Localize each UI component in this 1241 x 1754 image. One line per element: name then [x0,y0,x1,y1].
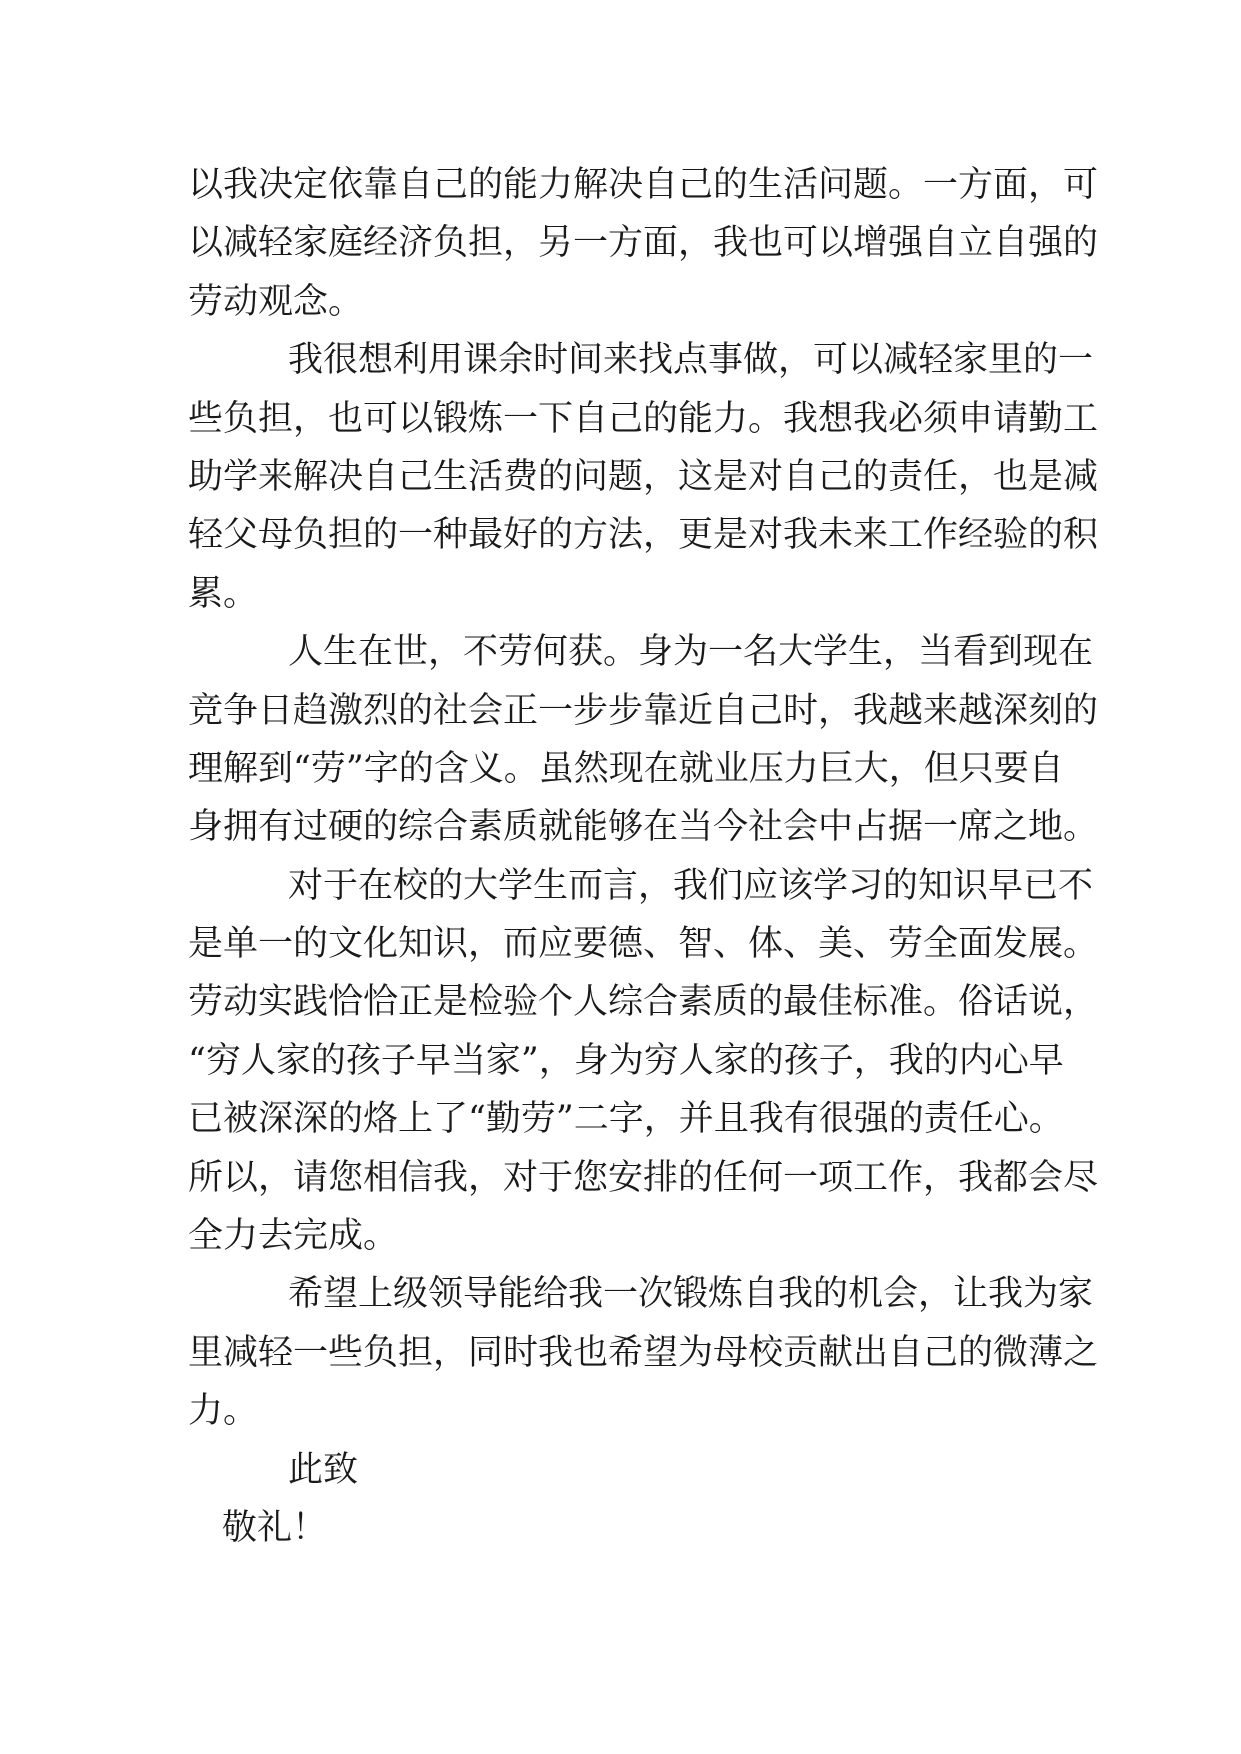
paragraph-3-line-1: 人生在世，不劳何获。身为一名大学生，当看到现在 [288,632,1094,673]
paragraph-1-line-2: 以减轻家庭经济负担，另一方面，我也可以增强自立自强的 [188,223,1099,264]
paragraph-5-line-2: 里减轻一些负担，同时我也希望为母校贡献出自己的微薄之 [188,1332,1099,1373]
paragraph-2-line-2: 些负担，也可以锻炼一下自己的能力。我想我必须申请勤工 [188,398,1099,439]
paragraph-1-line-1: 以我决定依靠自己的能力解决自己的生活问题。一方面，可 [188,165,1099,205]
paragraph-5-line-3: 力。 [188,1391,259,1432]
paragraph-4-line-2: 是单一的文化知识，而应要德、智、体、美、劳全面发展。 [188,924,1099,965]
paragraph-5-line-1: 希望上级领导能给我一次锻炼自我的机会，让我为家 [288,1274,1094,1315]
paragraph-2-line-1: 我很想利用课余时间来找点事做，可以减轻家里的一 [288,340,1094,381]
paragraph-3-line-2: 竞争日趋激烈的社会正一步步靠近自己时，我越来越深刻的 [188,690,1099,731]
paragraph-2-line-4: 轻父母负担的一种最好的方法，更是对我未来工作经验的积 [188,515,1099,556]
closing-regards: 敬礼！ [222,1507,328,1548]
paragraph-4-line-4: “穷人家的孩子早当家”，身为穷人家的孩子，我的内心早 [188,1040,1064,1081]
letter-body [188,156,1099,1557]
paragraph-2-line-5: 累。 [188,573,259,614]
paragraph-2-line-3: 助学来解决自己生活费的问题，这是对自己的责任，也是减 [188,456,1099,497]
paragraph-1-line-3: 劳动观念。 [188,281,364,322]
paragraph-4-line-5: 已被深深的烙上了“勤劳”二字，并且我有很强的责任心。 [188,1099,1064,1140]
paragraph-4-line-1: 对于在校的大学生而言，我们应该学习的知识早已不 [288,865,1094,906]
paragraph-4-line-3: 劳动实践恰恰正是检验个人综合素质的最佳标准。俗话说， [188,982,1099,1023]
paragraph-3-line-3: 理解到“劳”字的含义。虽然现在就业压力巨大，但只要自 [188,748,1064,789]
paragraph-3-line-4: 身拥有过硬的综合素质就能够在当今社会中占据一席之地。 [188,807,1099,848]
paragraph-4-line-6: 所以，请您相信我，对于您安排的任何一项工作，我都会尽 [188,1157,1099,1198]
paragraph-4-line-7: 全力去完成。 [188,1216,399,1257]
closing-salutation: 此致 [288,1449,359,1490]
